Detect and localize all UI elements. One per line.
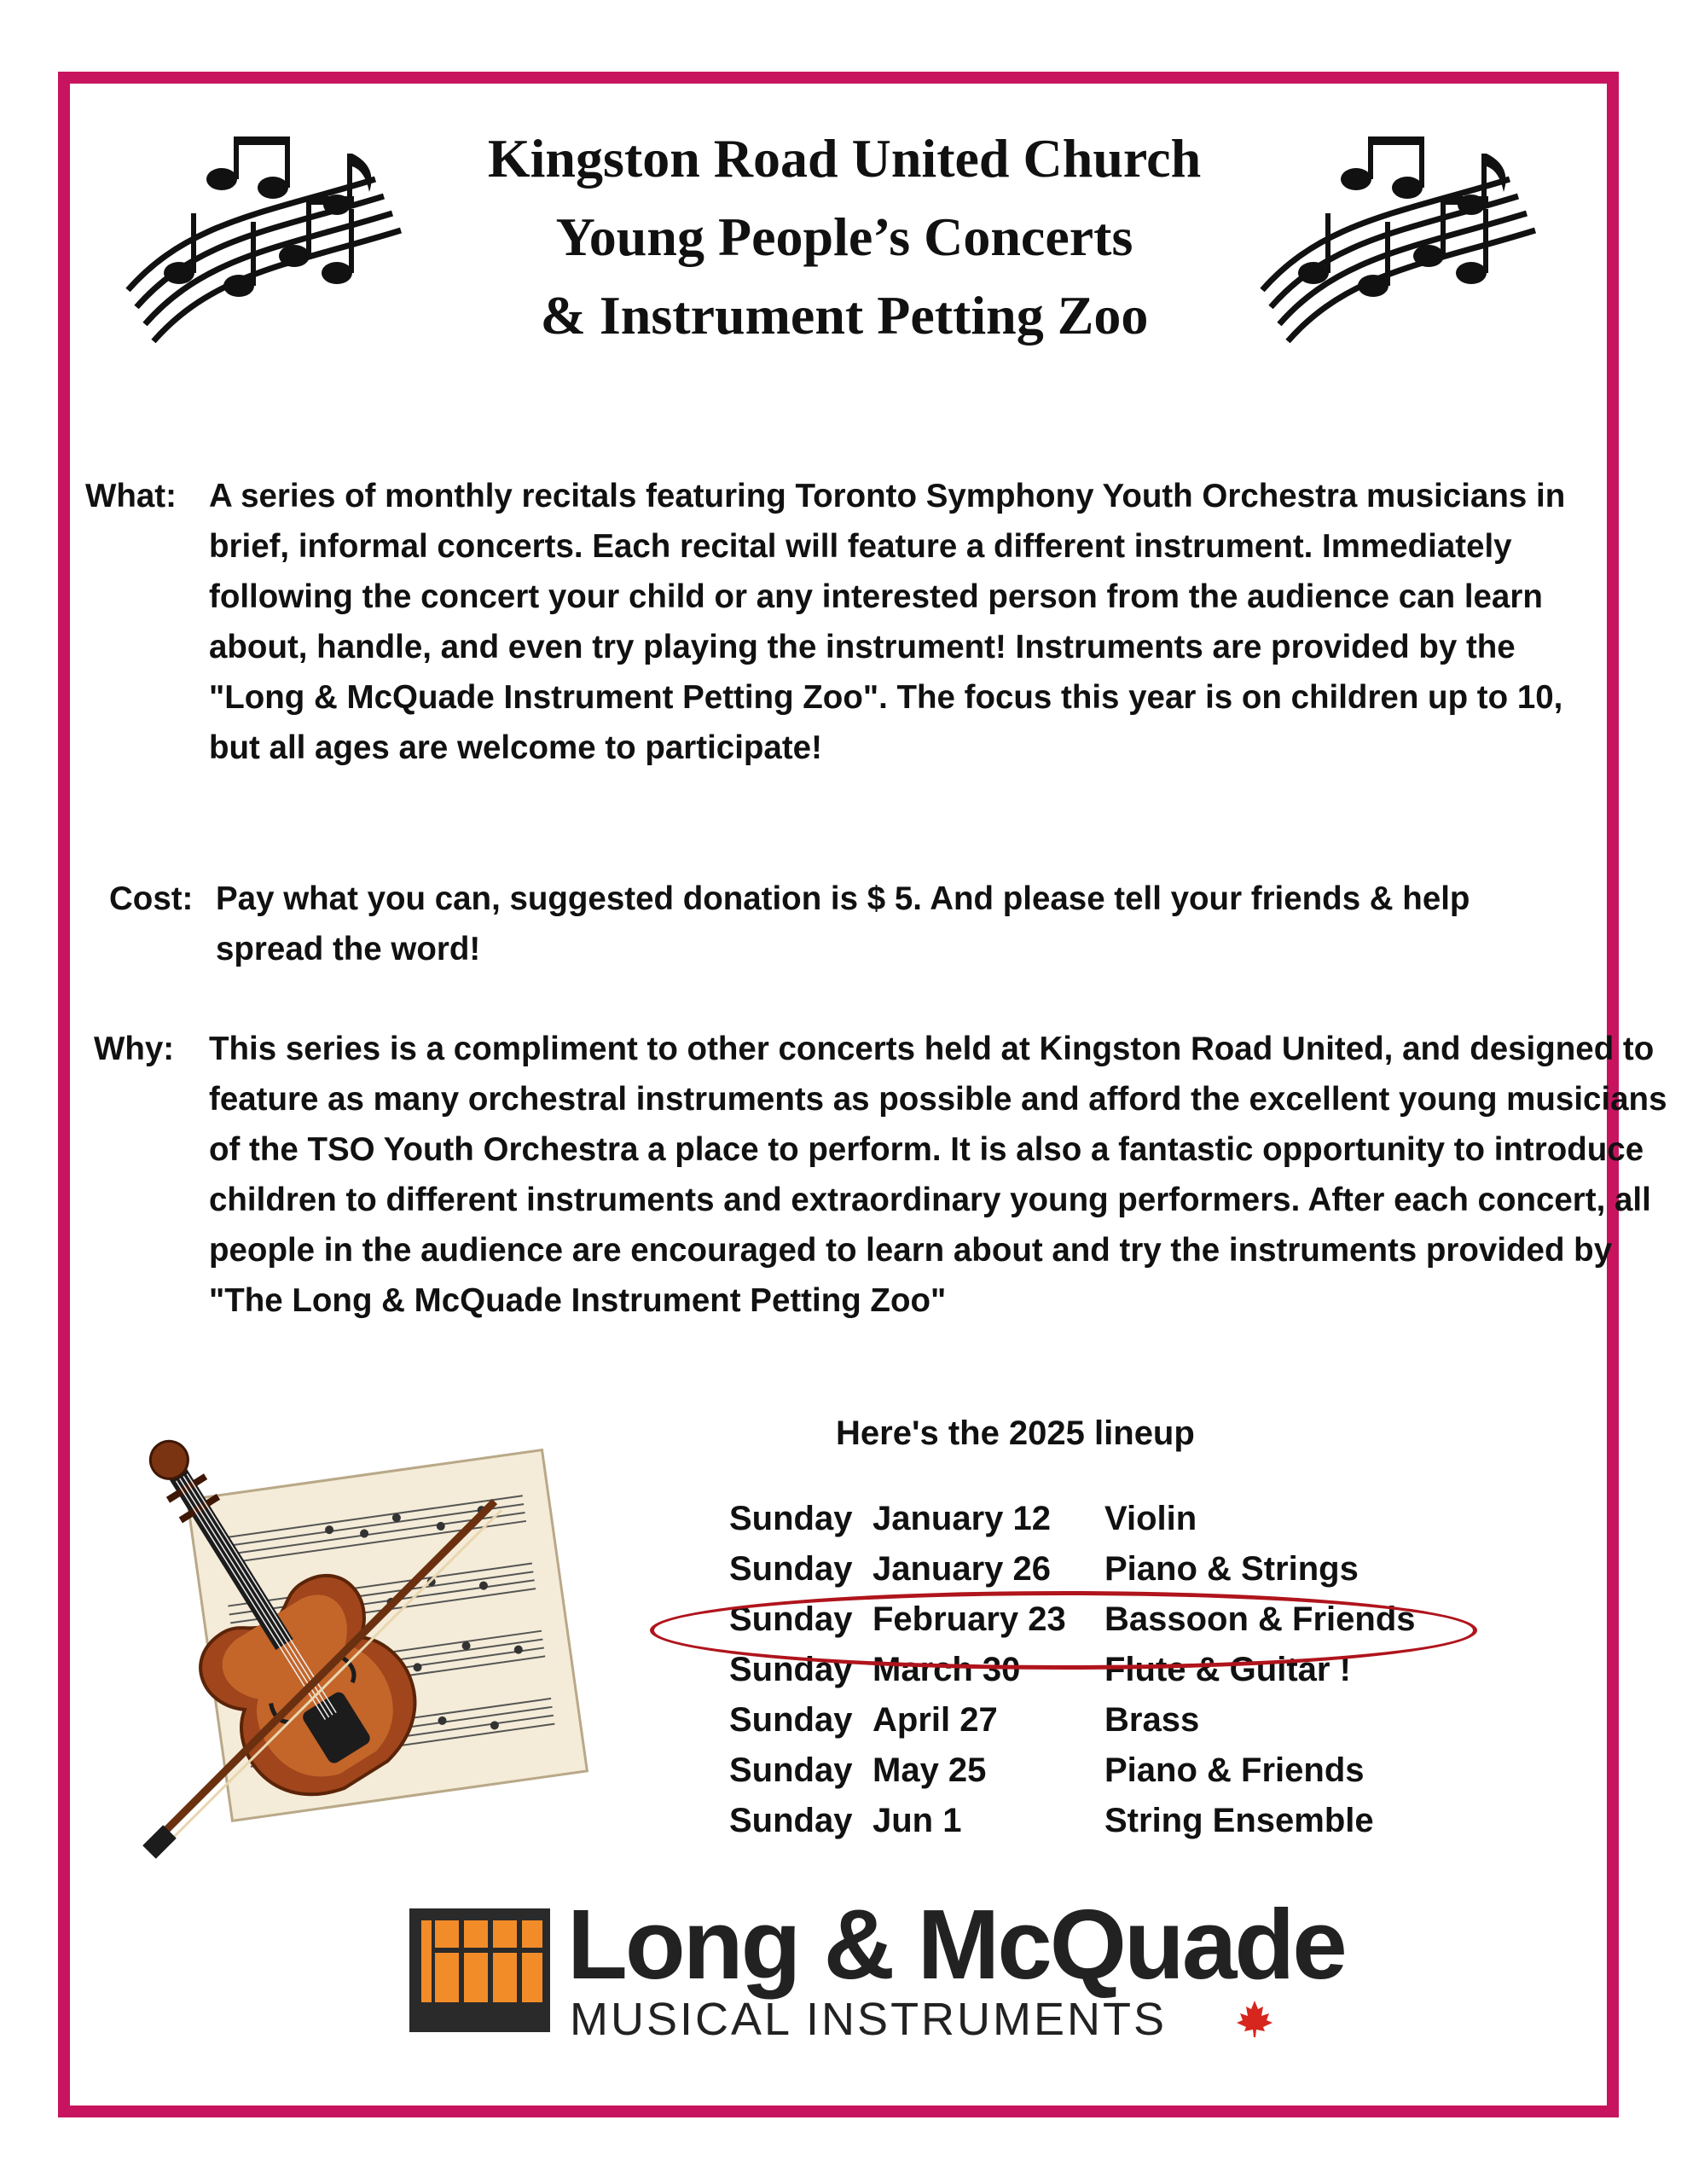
lineup-day: Sunday	[729, 1500, 853, 1537]
lineup-day: Sunday	[729, 1802, 853, 1839]
title-line-2: Young People’s Concerts	[555, 206, 1133, 267]
lineup-day: Sunday	[729, 1600, 853, 1638]
lineup-list	[729, 1500, 1497, 1852]
what-text: A series of monthly recitals featuring Toronto Symphony Youth Orchestra musicians in brief, informal concerts. Each recital will feature a different instrument. Immediately following the concert your child or any interested person from the audience can learn about, handle, and even try playing the instrument! Instruments are provided by the "Long & McQuade Instrument Petting Zoo". The focus this year is on children up to 10, but all ages are welcome to participate!	[209, 478, 1566, 766]
lineup-day: Sunday	[729, 1651, 853, 1688]
cost-text: Pay what you can, suggested donation is $ 5. And please tell your friends & help spread the word!	[216, 880, 1470, 967]
lineup-row	[729, 1751, 1497, 1802]
lineup-day: Sunday	[729, 1701, 853, 1739]
lineup-day: Sunday	[729, 1550, 853, 1588]
lineup-act: Bassoon & Friends	[1104, 1600, 1416, 1638]
lineup-act: Brass	[1104, 1701, 1200, 1739]
lineup-date: Jun 1	[872, 1802, 962, 1839]
highlight-circle	[650, 1591, 1477, 1670]
lineup-date: February 23	[872, 1600, 1066, 1638]
lineup-day: Sunday	[729, 1751, 853, 1789]
lineup-act: Violin	[1104, 1500, 1197, 1537]
lineup-row	[729, 1701, 1497, 1751]
logo-subtitle: MUSICAL INSTRUMENTS	[570, 1994, 1168, 2045]
lineup-act: Piano & Strings	[1104, 1550, 1359, 1588]
logo-wordmark: Long & McQuade	[567, 1889, 1345, 2000]
page-title	[358, 119, 1330, 355]
lineup-date: March 30	[872, 1651, 1021, 1688]
lineup-date: April 27	[872, 1701, 998, 1739]
title-line-1: Kingston Road United Church	[487, 128, 1202, 189]
why-label: Why:	[94, 1031, 175, 1067]
lineup-act: String Ensemble	[1104, 1802, 1374, 1839]
lineup-date: May 25	[872, 1751, 987, 1789]
lineup-row	[729, 1500, 1497, 1550]
lineup-act: Piano & Friends	[1104, 1751, 1365, 1789]
cost-label: Cost:	[109, 880, 194, 917]
lineup-act: Flute & Guitar !	[1104, 1651, 1351, 1688]
long-mcquade-logo-mark-icon	[409, 1908, 550, 2032]
title-line-3: & Instrument Petting Zoo	[540, 285, 1149, 346]
what-label: What:	[85, 478, 177, 514]
lineup-title: Here's the 2025 lineup	[836, 1414, 1195, 1452]
lineup-date: January 26	[872, 1550, 1052, 1588]
why-text: This series is a compliment to other concerts held at Kingston Road United, and designed to feature as many orchestral instruments as possible and afford the excellent young musicians of the TSO Youth Orchestra a place to perform. It is also a fantastic opportunity to introduce children to different instruments and extraordinary young performers. After each concert, all people in the audience are encouraged to learn about and try the instruments provided by "The Long & McQuade Instrument Petting Zoo"	[209, 1031, 1667, 1319]
violin-with-sheet-music-illustration	[85, 1399, 597, 1877]
long-mcquade-logo	[409, 1889, 1345, 2045]
lineup-date: January 12	[872, 1500, 1052, 1537]
lineup-row	[729, 1802, 1497, 1852]
maple-leaf-icon	[1235, 1999, 1274, 2038]
